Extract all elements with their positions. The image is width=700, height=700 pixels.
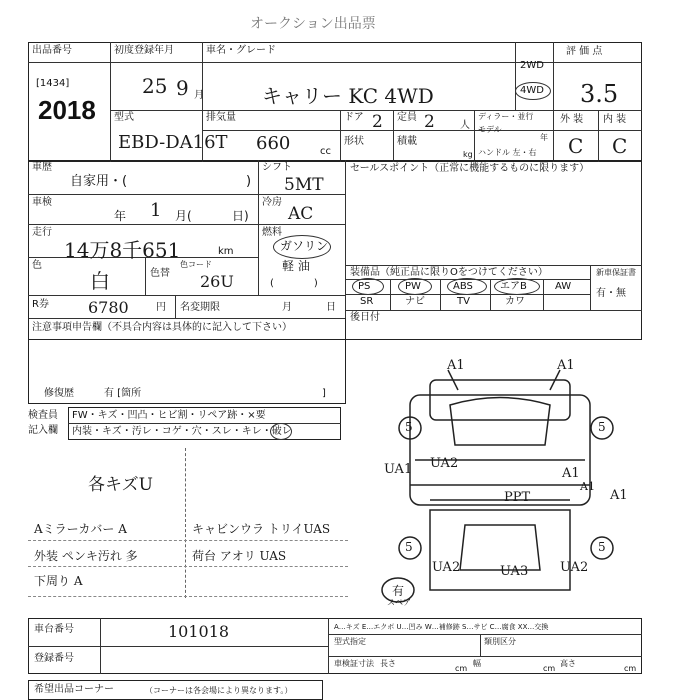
chassis-value: 101018 (168, 622, 230, 641)
inspection-label: 車検 (32, 197, 52, 208)
car-name-label: 車名・グレード (206, 45, 276, 56)
inspection-year: 年 (114, 209, 127, 223)
notes-frame (28, 318, 346, 404)
mark-ua1-left: UA1 (384, 462, 413, 477)
equip-leather: カワ (505, 296, 525, 307)
interior-label: 内 装 (603, 114, 627, 125)
equip-ps: PS (358, 281, 371, 292)
handle-label: ハンドル 左・右 (478, 148, 537, 157)
corner-note: （コーナーは各会場により異なります。） (145, 686, 293, 695)
load-unit: kg (463, 150, 473, 159)
spare-ok-mark: 有 (392, 584, 405, 598)
mark-ua2-cab: UA2 (430, 456, 459, 471)
grade-label: 評 価 点 (566, 46, 603, 57)
dealer-label: ディラー・並行 (478, 112, 534, 121)
chassis-label: 車台番号 (34, 624, 74, 635)
mark-a1-front-right: A1 (557, 358, 575, 373)
color-code-label: 色コード (180, 260, 212, 269)
equip-airbag: エアB (500, 281, 527, 292)
height-unit: cm (624, 664, 637, 673)
grade-score: 3.5 (580, 80, 619, 108)
equip-navi: ナビ (405, 296, 425, 307)
color-value: 白 (90, 269, 110, 293)
mark-a1-right-3: A1 (610, 488, 628, 503)
displacement-value: 660 (256, 133, 291, 154)
displacement-label: 排気量 (206, 112, 236, 123)
new-warranty-label: 新車保証書 (596, 268, 636, 277)
color-change-label: 色替 (150, 268, 170, 279)
mark-a1-front-left: A1 (447, 358, 465, 373)
inspection-month: 月( (175, 209, 192, 223)
doors-label: ドア (344, 112, 364, 123)
length-label: 長さ (380, 659, 396, 668)
inspector-note-5: キャビンウラ トリイUAS (192, 522, 331, 536)
size-label: 車検証寸法 (334, 659, 374, 668)
mark-tire-fr: 5 (598, 420, 606, 434)
displacement-unit: cc (320, 146, 331, 157)
legend-label-1: 検査員 (28, 410, 58, 421)
equip-airbag-circle (494, 278, 540, 295)
mark-ppt: PPT (504, 490, 531, 505)
equip-abs: ABS (453, 281, 473, 292)
mileage-value: 14万8千651 (64, 238, 181, 262)
year-label: 年 (540, 133, 548, 142)
color-code: 26U (200, 272, 234, 291)
recycle-value: 6780 (88, 298, 129, 317)
name-change-day: 日 (326, 302, 336, 313)
mark-ua3: UA3 (500, 564, 529, 579)
width-label: 幅 (473, 659, 481, 668)
fuel-gasoline: ガソリン (280, 239, 329, 253)
equip-tv: TV (457, 296, 470, 307)
car-name: キャリー KC 4WD (262, 84, 434, 108)
inspector-note-1: 各キズU (88, 475, 153, 495)
drive-4wd: 4WD (520, 85, 544, 96)
first-reg-month: 9 (176, 76, 189, 100)
ac-value: AC (288, 204, 314, 224)
height-label: 高さ (560, 659, 576, 668)
model-value: EBD-DA16T (118, 132, 228, 153)
class-label: 類別区分 (484, 637, 516, 646)
mileage-label: 走行 (32, 227, 52, 238)
width-unit: cm (543, 664, 556, 673)
legend-label-2: 記入欄 (28, 425, 58, 436)
name-change-month: 月 (282, 302, 292, 313)
mark-tire-rl: 5 (405, 540, 413, 554)
month-unit: 月 (194, 90, 204, 101)
repair-close: ] (322, 388, 326, 399)
mark-ua2-rear-right: UA2 (560, 560, 589, 575)
model-label: 型式 (114, 112, 134, 123)
first-reg-year: 25 (142, 74, 168, 98)
inspector-note-2: Aミラーカバー A (34, 522, 127, 536)
recycle-unit: 円 (156, 302, 166, 313)
doors-value: 2 (372, 112, 383, 132)
legend-row-2: 内装・キズ・汚レ・コゲ・穴・スレ・キレ・破レ (72, 426, 292, 437)
drive-2wd: 2WD (520, 60, 544, 71)
fuel-paren: ( ) (270, 278, 318, 289)
first-reg-label: 初度登録年月 (114, 45, 174, 56)
shift-label: シフト (262, 162, 292, 173)
inspection-day: 日) (232, 209, 249, 223)
inspector-note-6: 荷台 アオリ UAS (192, 549, 287, 563)
capacity-label: 定員 (397, 112, 417, 123)
shape-label: 形状 (344, 136, 364, 147)
model-year-label: モデル (478, 125, 502, 134)
rear-seat-label: 後日付 (350, 312, 380, 323)
repair-value: 有 [箇所 (104, 388, 142, 399)
lot-label: 出品番号 (32, 45, 72, 56)
fuel-diesel: 軽 油 (282, 259, 310, 273)
inspection-month-value: 1 (150, 200, 162, 221)
exterior-grade: C (568, 134, 584, 158)
equip-pw-circle (398, 278, 432, 295)
mark-a1-right-1: A1 (562, 466, 580, 481)
load-label: 積載 (397, 136, 417, 147)
drive-4wd-circle (515, 82, 551, 100)
equip-pw: PW (405, 281, 421, 292)
name-change-label: 名変期限 (180, 302, 220, 313)
equipment-label: 装備品（純正品に限りOをつけてください） (350, 267, 548, 278)
mark-tire-rr: 5 (598, 540, 606, 554)
equip-aw: AW (555, 281, 572, 292)
equip-abs-circle (447, 278, 487, 295)
corner-label: 希望出品コーナー (34, 684, 114, 695)
diagram-roof (450, 398, 550, 446)
mark-tire-fl: 5 (405, 420, 413, 434)
spare-ok-sub: スペア (387, 598, 411, 607)
lot-number: 2018 (38, 95, 96, 125)
mark-ua2-rear-left: UA2 (432, 560, 461, 575)
exterior-label: 外 装 (560, 114, 584, 125)
sales-point-label: セールスポイント（正常に機能するものに限ります） (350, 163, 590, 174)
usage-label: 車歴 (32, 162, 52, 173)
inspector-note-3: 外装 ペンキ汚れ 多 (34, 549, 138, 563)
usage-value: 自家用・( (70, 174, 128, 189)
usage-close: ) (246, 174, 252, 189)
capacity-value: 2 (424, 112, 435, 132)
mileage-unit: km (218, 246, 234, 257)
length-unit: cm (455, 664, 468, 673)
new-warranty-value: 有・無 (596, 288, 626, 299)
legend-sure-circle (270, 423, 292, 440)
equip-ps-circle (352, 278, 384, 295)
recycle-label: R券 (32, 299, 49, 310)
interior-grade: C (612, 134, 628, 158)
legend-bottom: A…キズ E…エクボ U…凹み W…補修跡 S…サビ C…腐食 XX…交換 (334, 623, 549, 631)
shift-value: 5MT (284, 175, 324, 195)
capacity-unit: 人 (460, 120, 470, 131)
diagram-cab (410, 395, 590, 505)
legend-row-1: FW・キズ・凹凸・ヒビ割・リペア跡・×要 (72, 410, 266, 421)
ac-label: 冷房 (262, 197, 282, 208)
repair-label: 修復歴 (44, 388, 74, 399)
lot-sub-number: [1434] (36, 78, 70, 89)
inspector-note-4: 下周り A (34, 574, 83, 588)
type-designation-label: 型式指定 (334, 637, 366, 646)
fuel-gasoline-circle (273, 235, 331, 259)
color-label: 色 (32, 260, 42, 271)
mark-a1-right-2: A1 (580, 480, 595, 493)
equip-sr: SR (360, 296, 374, 307)
registration-label: 登録番号 (34, 653, 74, 664)
fuel-label: 燃料 (262, 227, 282, 238)
header-title: オークション出品票 (250, 16, 376, 32)
notes-label: 注意事項申告欄（不具合内容は具体的に記入して下さい） (32, 322, 292, 333)
